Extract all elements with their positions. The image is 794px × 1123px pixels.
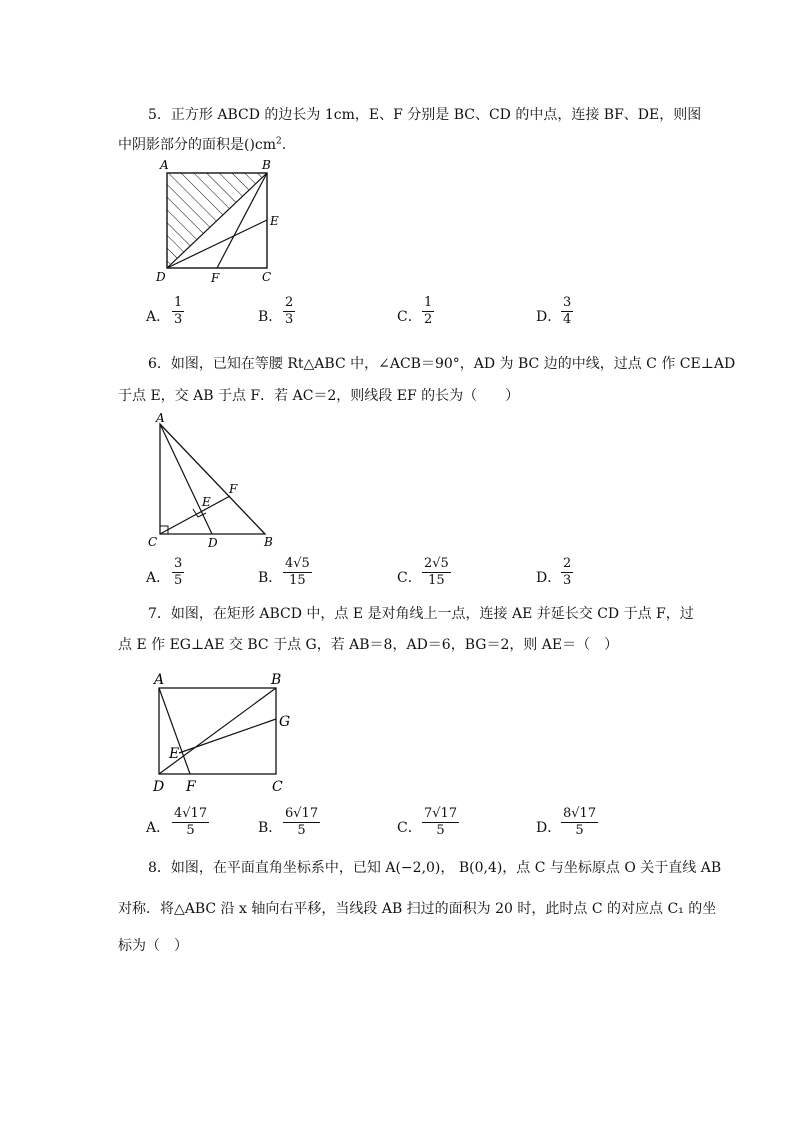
q7-figure [145,664,305,800]
q6-option-b-num: 4√5 [285,556,310,571]
q5-option-c-num: 1 [424,295,433,310]
q7-option-b-den: 5 [297,823,306,838]
q5-option-c-label: C． [397,309,422,325]
q5-line2 [118,134,286,154]
q7-option-a [172,807,209,838]
q5-option-d-den: 4 [563,312,572,327]
q7-option-b-num: 6√17 [285,806,319,821]
q7-label-b: B [271,672,282,688]
q7-label-d: D [153,779,165,795]
q7-option-d-num: 8√17 [563,806,597,821]
q6-option-b-label: B． [258,570,283,586]
q6-option-a-num: 3 [174,556,183,571]
q7-label-a: A [154,672,165,688]
q5-option-b-num: 2 [285,295,294,310]
q6-segment-cf [160,496,230,534]
q5-option-d-num: 3 [563,295,572,310]
q5-option-a [172,296,184,327]
q5-option-b [283,296,295,327]
q5-option-b-den: 3 [285,312,294,327]
q5-line2-end: . [281,137,287,153]
q6-option-c [422,557,451,588]
q7-option-b-label: B． [258,820,283,836]
q6-option-c-label: C． [397,570,422,586]
q6-line2: 于点 E，交 AB 于点 F．若 AC＝2，则线段 EF 的长为（ ） [118,388,520,404]
q7-option-c-label: C． [397,820,422,836]
q6-option-d [561,557,573,588]
q7-option-a-den: 5 [186,823,195,838]
q5-option-c-den: 2 [424,312,433,327]
q6-label-f: F [229,482,238,496]
q5-label-a: A [160,158,169,172]
q7-option-b [283,807,320,838]
q6-label-c: C [148,535,158,549]
q5-label-f: F [211,271,220,285]
q6-line1: 6．如图，已知在等腰 Rt△ABC 中，∠ACB＝90°，AD 为 BC 边的中线，过点 C 作 CE⊥AD [148,356,736,372]
q8-line2: 对称．将△ABC 沿 x 轴向右平移，当线段 AB 扫过的面积为 20 时，此时点 C 的对应点 C₁ 的坐 [118,901,717,917]
q5-option-d-label: D． [536,309,562,325]
q5-line2-text: 中阴影部分的面积是()cm [118,137,277,153]
q6-option-a-den: 5 [174,573,183,588]
q5-label-c: C [262,270,272,284]
q6-option-a [172,557,184,588]
q7-option-c-den: 5 [436,823,445,838]
q5-option-a-num: 1 [174,295,183,310]
q7-option-d-label: D． [536,820,562,836]
q6-option-b [283,557,312,588]
q5-label-d: D [156,270,166,284]
q6-option-a-label: A． [146,570,171,586]
q6-label-a: A [156,411,165,425]
q6-label-d: D [208,536,218,550]
q6-option-c-num: 2√5 [424,556,449,571]
q7-label-c: C [272,779,283,795]
q6-triangle [160,424,265,534]
q5-line2-sup: 2 [276,136,282,147]
q6-option-c-den: 15 [428,573,445,588]
q7-option-d [561,807,598,838]
q7-option-a-label: A． [146,820,171,836]
q7-line2: 点 E 作 EG⊥AE 交 BC 于点 G，若 AB＝8，AD＝6，BG＝2，则 AE＝（ ） [118,637,619,653]
q5-option-c [422,296,434,327]
q7-line1: 7．如图，在矩形 ABCD 中，点 E 是对角线上一点，连接 AE 并延长交 CD 于点 F，过 [148,606,694,622]
q6-option-d-label: D． [536,570,562,586]
q7-label-g: G [279,714,291,730]
q5-label-e: E [270,214,279,228]
q6-segment-ad [160,424,212,534]
q8-line3: 标为（ ） [118,938,188,954]
q7-label-f: F [186,779,196,795]
q5-figure [150,155,290,290]
q6-option-b-den: 15 [289,573,306,588]
q6-figure [140,412,290,552]
q7-option-d-den: 5 [575,823,584,838]
q7-label-e: E [169,746,180,762]
q6-label-b: B [264,535,273,549]
q5-option-d [561,296,573,327]
q6-option-d-den: 3 [563,573,572,588]
q6-label-e: E [202,495,211,509]
q7-option-c-num: 7√17 [424,806,458,821]
q5-label-b: B [262,158,271,172]
q8-line1: 8．如图，在平面直角坐标系中，已知 A(−2,0)， B(0,4)，点 C 与坐标原点 O 关于直线 AB [148,860,722,876]
q5-option-a-label: A． [146,309,171,325]
q5-option-a-den: 3 [174,312,183,327]
q6-option-d-num: 2 [563,556,572,571]
q7-option-c [422,807,459,838]
q5-line1: 5．正方形 ABCD 的边长为 1cm，E、F 分别是 BC、CD 的中点，连接 BF、DE，则图 [148,107,702,123]
q5-option-b-label: B． [258,309,283,325]
q7-option-a-num: 4√17 [174,806,208,821]
